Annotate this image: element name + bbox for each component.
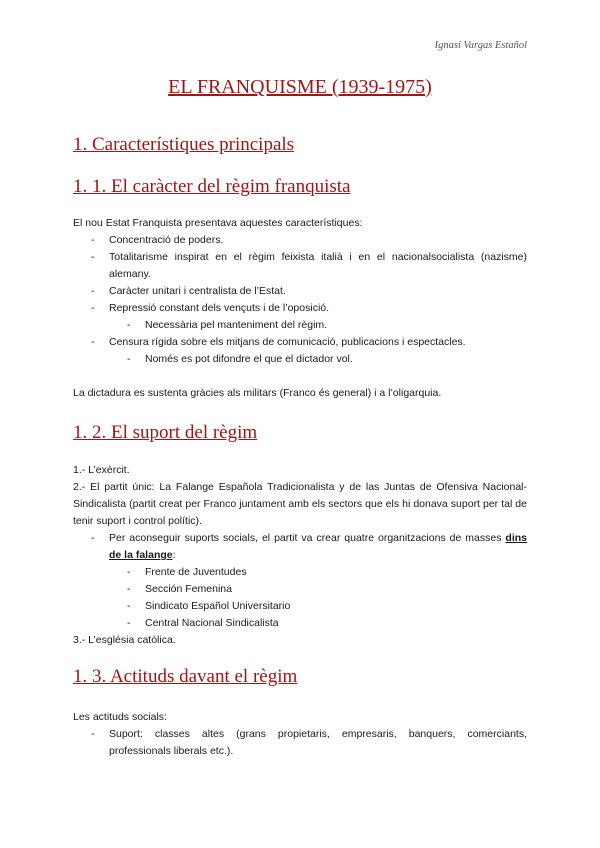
bullet-dash: - [91,234,95,246]
bullet-dash: - [91,251,95,263]
bullet-dash: - [91,302,95,314]
bullet-dash: - [127,617,131,629]
support-item-2: 2.- El partit únic: La Falange Española Tradicionalista y de las Juntas de Ofensiva Nacional-Sindicalista (partit creat per Franco juntament amb els sectors que els hi donava suport per tal de tenir suport i control polític). [73,481,527,527]
list-item: Suport: classes altes (grans propietaris, empresaris, banquers, comerciants, professionals liberals etc.). [109,728,527,757]
bullet-dash: - [127,353,131,365]
org-item: Central Nacional Sindicalista [145,617,279,629]
section-1-1-intro: El nou Estat Franquista presentava aquestes característiques: [73,217,363,229]
list-item: Concentració de poders. [109,234,224,246]
list-item-text: Per aconseguir suports socials, el partit va crear quatre organitzacions de masses [109,532,502,544]
emphasis-text: dins de la falange [109,532,527,561]
section-1-1-closing: La dictadura es sustenta gràcies als militars (Franco és general) i a l’oligarquia. [73,387,442,399]
list-item: Repressió constant dels vençuts i de l’oposició. [109,302,330,314]
bullet-dash: - [91,285,95,297]
support-item-1: 1.- L’exèrcit. [73,464,130,476]
list-item [109,530,527,564]
org-item: Frente de Juventudes [145,566,247,578]
heading-section-1-3: 1. 3. Actituds davant el règim [73,666,298,687]
section-1-3-intro: Les actituds socials: [73,711,167,723]
author-header: Ignasi Vargas Estañol [434,40,527,51]
bullet-dash: - [91,728,95,740]
bullet-dash: - [127,566,131,578]
list-item: Caràcter unitari i centralista de l’Estat. [109,285,286,297]
bullet-dash: - [127,600,131,612]
colon: : [172,549,176,561]
bullet-dash: - [127,319,131,331]
org-item: Sindicato Español Universitario [145,600,291,612]
list-item: Censura rígida sobre els mitjans de comunicació, publicacions i espectacles. [109,336,466,348]
bullet-dash: - [91,336,95,348]
document-title: EL FRANQUISME (1939-1975) [168,76,432,98]
heading-section-1-2: 1. 2. El suport del règim [73,422,258,443]
bullet-dash: - [91,532,95,544]
support-item-3: 3.- L’església catòlica. [73,634,176,646]
heading-section-1: 1. Característiques principals [73,134,295,155]
bullet-dash: - [127,583,131,595]
sub-list-item: Només es pot difondre el que el dictador vol. [145,353,353,365]
org-item: Sección Femenina [145,583,232,595]
heading-section-1-1: 1. 1. El caràcter del règim franquista [73,176,351,197]
list-item: Totalitarisme inspirat en el règim feixista italià i en el nacionalsocialista (nazisme) alemany. [109,251,527,280]
sub-list-item: Necessària pel manteniment del règim. [145,319,328,331]
